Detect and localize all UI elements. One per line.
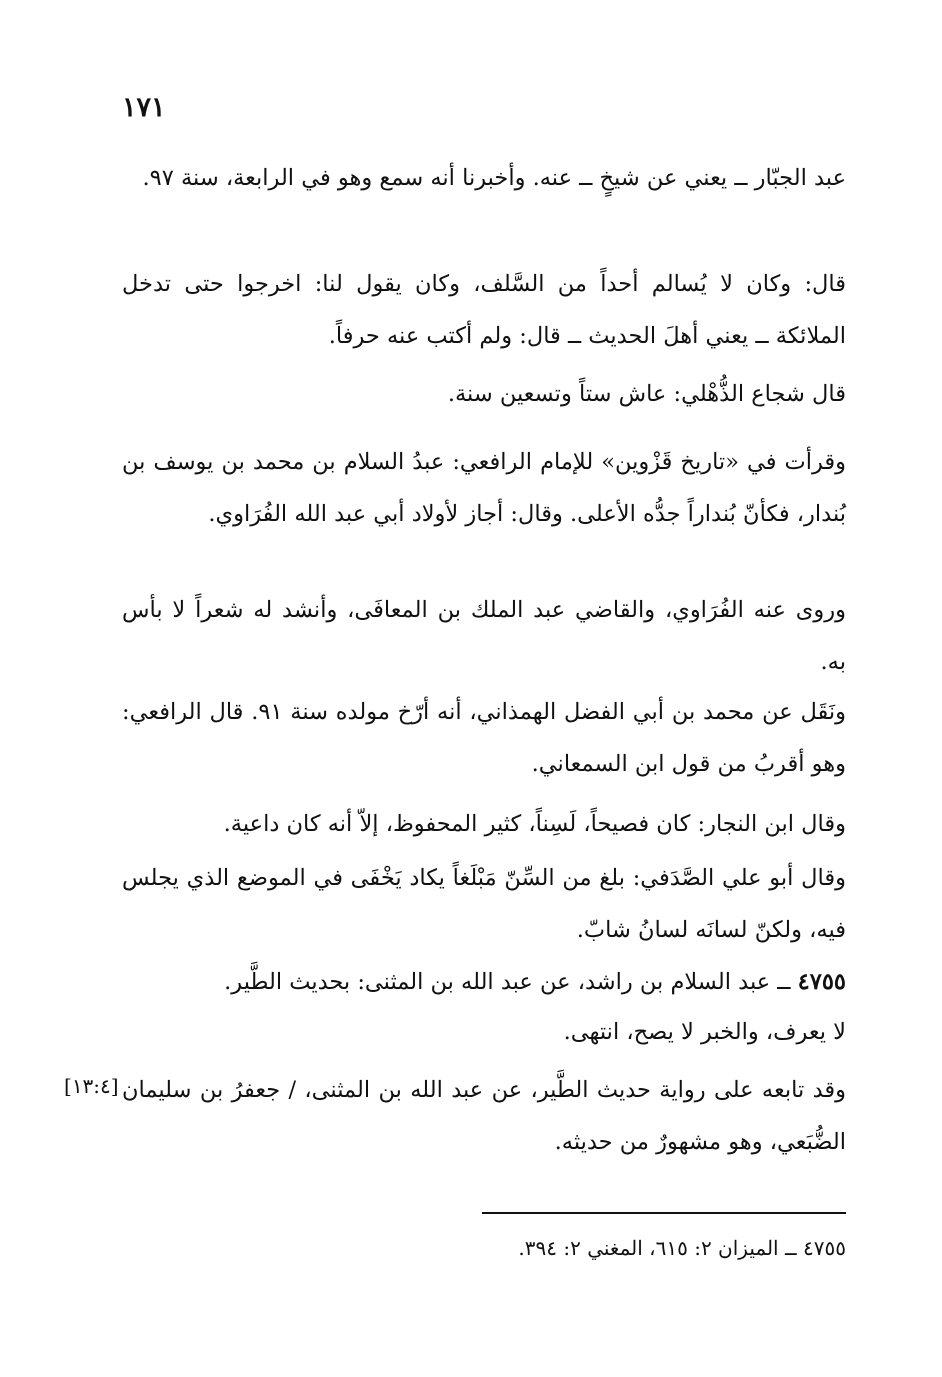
paragraph-4: وقرأت في «تاريخ قَزْوين» للإمام الرافعي: عبدُ السلام بن محمد بن يوسف بن بُندار، فكأنّ بُنداراً جدُّه الأعلى. وقال: أجاز لأولاد أبي عبد الله الفُرَاوي. xyxy=(122,449,846,527)
paragraph-5: وروى عنه الفُرَاوي، والقاضي عبد الملك بن المعافَى، وأنشد له شعراً لا بأس به. xyxy=(122,597,846,675)
paragraph-1: عبد الجبّار ــ يعني عن شيخٍ ــ عنه. وأخبرنا أنه سمع وهو في الرابعة، سنة ٩٧. xyxy=(142,165,846,191)
paragraph-3: قال شجاع الذُّهْلي: عاش ستاً وتسعين سنة. xyxy=(447,381,846,407)
margin-reference: [١٣:٤] xyxy=(64,1074,119,1098)
entry-text: ــ عبد السلام بن راشد، عن عبد الله بن المثنى: بحديث الطَّير. xyxy=(224,969,791,995)
entry-number: ٤٧٥٥ xyxy=(797,969,846,995)
entry-heading xyxy=(122,956,846,1008)
footnote-divider xyxy=(482,1212,846,1214)
page-number: ١٧١ xyxy=(122,92,166,123)
paragraph-7: وقال ابن النجار: كان فصيحاً، لَسِناً، كثير المحفوظ، إلاّ أنه كان داعية. xyxy=(223,811,846,837)
footnote: ٤٧٥٥ ــ الميزان ٢: ٦١٥، المغني ٢: ٣٩٤. xyxy=(518,1236,846,1260)
paragraph-6: ونَقَل عن محمد بن أبي الفضل الهمذاني، أنه أرّخ مولده سنة ٩١. قال الرافعي: وهو أقربُ من قول ابن السمعاني. xyxy=(122,699,846,777)
paragraph-9: لا يعرف، والخبر لا يصح، انتهى. xyxy=(563,1019,846,1045)
paragraph-8: وقال أبو علي الصَّدَفي: بلغ من السِّنّ مَبْلَغاً يكاد يَخْفَى في الموضع الذي يجلس فيه، ولكنّ لسانَه لسانُ شابّ. xyxy=(122,865,846,943)
paragraph-2: قال: وكان لا يُسالم أحداً من السَّلف، وكان يقول لنا: اخرجوا حتى تدخل الملائكة ــ يعني أهلَ الحديث ــ قال: ولم أكتب عنه حرفاً. xyxy=(122,271,846,349)
paragraph-10: وقد تابعه على رواية حديث الطَّير، عن عبد الله بن المثنى، / جعفرُ بن سليمان الضُّبَعي، وهو مشهورٌ من حديثه. xyxy=(122,1077,846,1155)
